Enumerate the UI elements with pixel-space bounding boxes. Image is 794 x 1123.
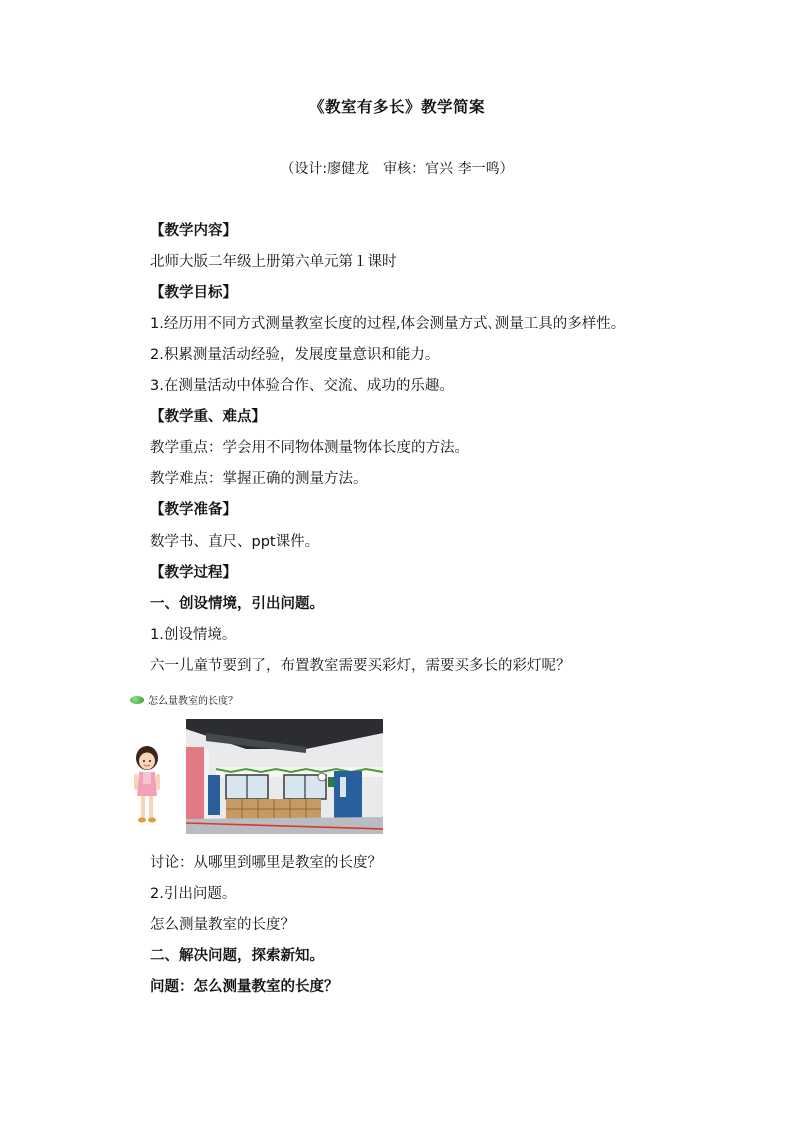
question-text: 怎么测量教室的长度？ [150, 917, 295, 933]
girl-illustration-icon [130, 744, 164, 829]
figure-caption [130, 692, 238, 707]
textbook-info: 北师大版二年级上册第六单元第１课时 [150, 254, 397, 270]
classroom-photo [186, 719, 383, 834]
heading-preparation: 【教学准备】 [150, 502, 237, 518]
heading-process: 【教学过程】 [150, 565, 237, 581]
key-point: 教学重点：学会用不同物体测量物体长度的方法。 [150, 440, 469, 456]
goal-1: 1.经历用不同方式测量教室长度的过程,体会测量方式､测量工具的多样性。 [150, 316, 626, 332]
heading-content: 【教学内容】 [150, 223, 237, 239]
figure-caption-text: 怎么量教室的长度？ [148, 696, 238, 707]
problem-heading: 问题：怎么测量教室的长度？ [150, 979, 339, 995]
classroom-figure [130, 692, 390, 842]
scenario-text: 六一儿童节要到了，布置教室需要买彩灯，需要买多长的彩灯呢？ [150, 658, 571, 674]
goal-3: 3.在测量活动中体验合作、交流、成功的乐趣。 [150, 378, 454, 394]
section-two-heading: 二、解决问题，探索新知。 [150, 948, 324, 964]
step-2-title: 2.引出问题。 [150, 886, 237, 902]
document-title: 《教室有多长》教学简案 [308, 98, 485, 116]
preparation-items: 数学书、直尺、ppt课件。 [150, 534, 320, 550]
document-subtitle: （设计:廖健龙 审核：官兴 李一鸣） [280, 161, 514, 177]
difficult-point: 教学难点：掌握正确的测量方法。 [150, 471, 368, 487]
heading-key-points: 【教学重、难点】 [150, 409, 266, 425]
green-bullet-icon [130, 696, 144, 704]
discussion-text: 讨论：从哪里到哪里是教室的长度？ [150, 855, 382, 871]
section-one-heading: 一、创设情境，引出问题。 [150, 596, 324, 612]
step-1-title: 1.创设情境。 [150, 627, 237, 643]
heading-goals: 【教学目标】 [150, 285, 237, 301]
goal-2: 2.积累测量活动经验，发展度量意识和能力。 [150, 347, 440, 363]
